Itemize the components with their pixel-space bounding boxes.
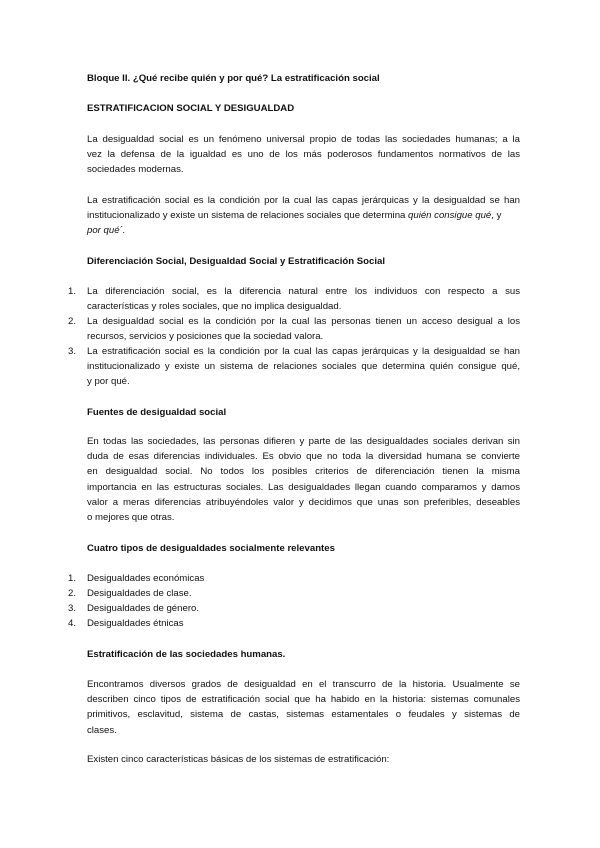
text-line: características y roles sociales, que no implica desigualdad.	[87, 301, 342, 313]
text-line: La estratificación social es la condición por la cual las capas jerárquicas y la desigualdad se han	[87, 346, 520, 357]
text-line: y por qué.	[87, 376, 130, 388]
list-number: 4.	[68, 618, 77, 629]
text-line: importancia en las estructuras sociales. Las desigualdades llegan cuando comparamos y damos	[87, 481, 520, 493]
section-heading-estratificacion: ESTRATIFICACION SOCIAL Y DESIGUALDAD	[87, 103, 295, 114]
text-line: clases.	[87, 724, 117, 736]
text-line: en desigualdad social. No todos los posibles criterios de diferenciación tienen la misma	[87, 466, 520, 478]
list-number: 2.	[68, 316, 77, 327]
text-line: recursos, servicios y posiciones que la sociedad valora.	[87, 331, 324, 343]
page-title: Bloque II. ¿Qué recibe quién y por qué? La estratificación social	[87, 73, 380, 84]
list-item	[87, 314, 520, 344]
text-segment: institucionalizado y existe un sistema de relaciones sociales que determina	[87, 210, 409, 222]
paragraph-estratificacion	[87, 193, 520, 239]
list-number: 2.	[68, 588, 77, 599]
text-line: En todas las sociedades, las personas difieren y parte de las desigualdades sociales derivan sin	[87, 436, 520, 447]
section-heading-fuentes: Fuentes de desigualdad social	[87, 407, 227, 418]
italic-text: por qué´.	[87, 225, 126, 237]
italic-text: quién consigue qué	[408, 210, 492, 222]
paragraph-fuentes	[87, 434, 520, 525]
list-number: 1.	[68, 286, 77, 297]
text-line	[87, 223, 520, 238]
list-number: 3.	[68, 603, 77, 614]
text-line: primitivos, esclavitud, sistema de castas, sistemas estamentales o feudales y sistemas de	[87, 709, 520, 721]
list-item: Desigualdades económicas	[87, 573, 205, 584]
text-line: La diferenciación social, es la diferencia natural entre los individuos con respecto a sus	[87, 286, 520, 297]
section-heading-diferenciacion: Diferenciación Social, Desigualdad Social y Estratificación Social	[87, 256, 386, 267]
text-line: La estratificación social es la condición por la cual las capas jerárquicas y la desigualdad se han	[87, 195, 520, 206]
list-number: 1.	[68, 573, 77, 584]
text-line: La desigualdad social es un fenómeno universal propio de todas las sociedades humanas; a la	[87, 134, 520, 145]
closing-line: Existen cinco características básicas de los sistemas de estratificación:	[87, 754, 390, 765]
text-line: describen cinco tipos de estratificación social que ha habido en la historia: sistemas comunales	[87, 694, 520, 706]
text-line: o mejores que otras.	[87, 512, 175, 524]
text-line: valor a meras diferencias atribuyéndoles valor y decidimos que unas son preferibles, deseables	[87, 496, 520, 508]
text-line	[87, 208, 520, 223]
text-line: duda de esas diferencias individuales. Es obvio que no toda la diversidad humana se convierte	[87, 451, 520, 463]
text-line: La desigualdad social es la condición por la cual las personas tienen un acceso desigual a los	[87, 316, 520, 327]
text-line: vez la defensa de la igualdad es uno de los más poderosos fundamentos normativos de las	[87, 149, 520, 161]
text-line: sociedades modernas.	[87, 164, 184, 176]
list-item: Desigualdades de clase.	[87, 588, 192, 599]
paragraph-desigualdad	[87, 132, 520, 178]
list-item: Desigualdades de género.	[87, 603, 200, 614]
list-item	[87, 284, 520, 314]
section-heading-cuatro-tipos: Cuatro tipos de desigualdades socialmente relevantes	[87, 543, 335, 554]
section-heading-estratificacion-sociedades: Estratificación de las sociedades humanas.	[87, 649, 286, 660]
list-item: Desigualdades étnicas	[87, 618, 184, 629]
text-segment: , y	[491, 210, 502, 222]
text-line: Encontramos diversos grados de desigualdad en el transcurro de la historia. Usualmente se	[87, 679, 520, 690]
text-line: institucionalizado y existe un sistema de relaciones sociales que determina quién consigue qué,	[87, 361, 520, 373]
list-item	[87, 344, 520, 390]
paragraph-grados	[87, 677, 520, 738]
list-number: 3.	[68, 346, 77, 357]
